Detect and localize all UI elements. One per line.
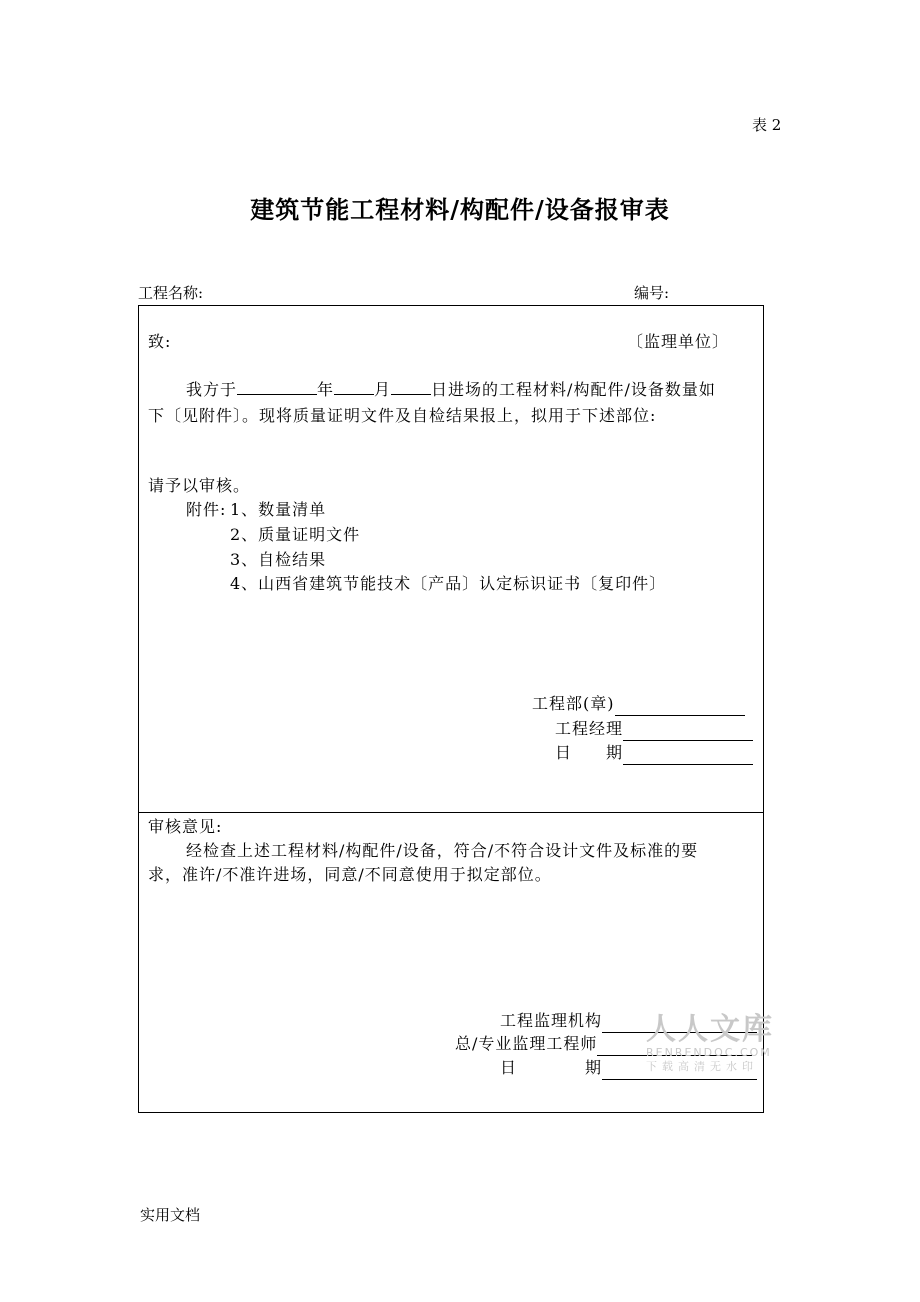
watermark-brand: 人人文库 (646, 1012, 774, 1047)
watermark-url: RENRENDOC.COM (646, 1046, 772, 1059)
sign-engineer-label: 总/专业监理工程师 (455, 1034, 598, 1053)
submission-section (138, 305, 764, 813)
month-label: 月 (374, 380, 392, 399)
sign-department-line (615, 697, 745, 716)
supervision-unit-label: 〔监理单位〕 (627, 332, 730, 351)
watermark-logo (646, 1014, 776, 1074)
sign-date-label: 日 期 (555, 743, 624, 762)
document-title: 建筑节能工程材料/构配件/设备报审表 (250, 195, 670, 224)
request-text: 请予以审核。 (148, 476, 251, 495)
sign-manager-line (623, 722, 753, 741)
review-text-line-2: 求，准许/不准许进场，同意/不同意使用于拟定部位。 (148, 865, 552, 884)
sign-manager-row (555, 717, 753, 741)
submission-paragraph-line-2: 下〔见附件〕。现将质量证明文件及自检结果报上，拟用于下述部位: (148, 406, 657, 425)
attachment-item: 4、山西省建筑节能技术〔产品〕认定标识证书〔复印件〕 (230, 574, 667, 593)
sign-date-row (555, 741, 753, 765)
attachment-item: 2、质量证明文件 (230, 525, 361, 544)
day-blank (391, 378, 431, 395)
footer-text: 实用文档 (140, 1206, 201, 1224)
submission-paragraph-line-1 (186, 378, 716, 402)
project-name-label: 工程名称: (138, 284, 204, 302)
review-text-line-1: 经检查上述工程材料/构配件/设备，符合/不符合设计文件及标准的要 (186, 841, 699, 860)
sign-date-line (623, 746, 753, 765)
table-number: 表 2 (752, 116, 782, 134)
year-blank (237, 378, 317, 395)
to-label: 致: (148, 332, 172, 351)
sign-department-row (532, 692, 745, 716)
attachments-label: 附件: (186, 500, 227, 519)
sign-manager-label: 工程经理 (555, 719, 624, 738)
month-blank (334, 378, 374, 395)
year-label: 年 (317, 380, 335, 399)
para-suffix: 日进场的工程材料/构配件/设备数量如 (431, 380, 716, 399)
serial-number-label: 编号: (634, 284, 670, 302)
para-prefix: 我方于 (186, 380, 238, 399)
attachment-item: 1、数量清单 (230, 500, 327, 519)
review-label: 审核意见: (148, 817, 223, 836)
sign-institution-label: 工程监理机构 (500, 1011, 603, 1030)
review-date-label: 日 期 (500, 1058, 603, 1077)
attachment-item: 3、自检结果 (230, 550, 327, 569)
watermark-slogan: 下载高清无水印 (646, 1060, 758, 1073)
sign-department-label: 工程部(章) (532, 694, 615, 713)
